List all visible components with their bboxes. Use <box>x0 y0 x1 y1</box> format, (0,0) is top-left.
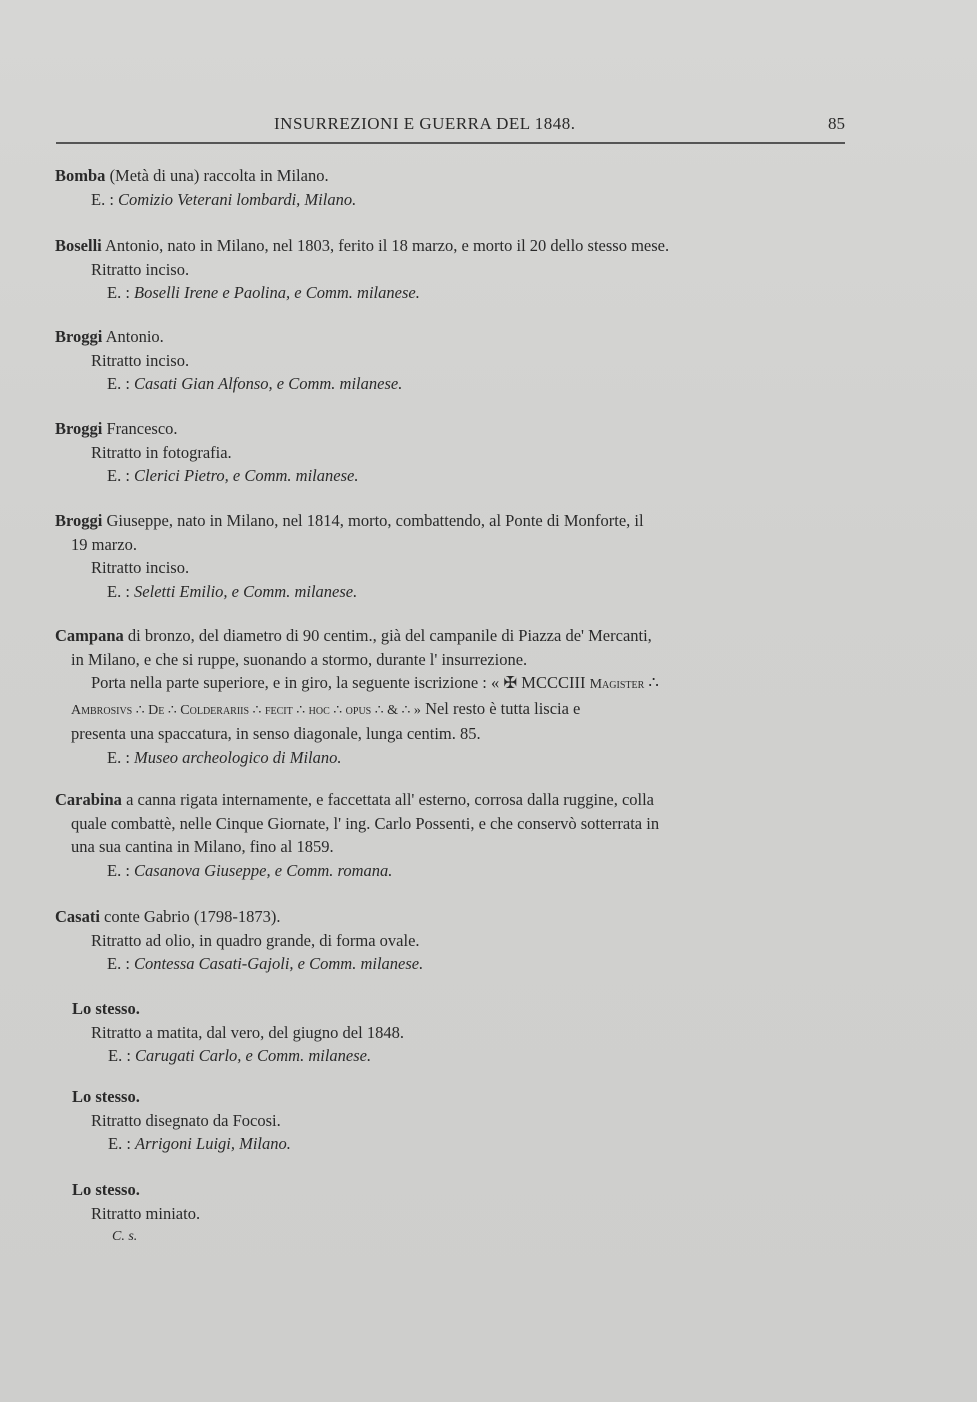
exhibitor-prefix: E. : <box>107 581 135 601</box>
entry-text-cont: in Milano, e che si ruppe, suonando a stormo, durante l' insurrezione. <box>71 649 528 669</box>
entry-bomba <box>55 164 843 211</box>
entry-head: Carabina <box>55 790 122 809</box>
entry-note: Ritratto in fotografia. <box>91 442 232 462</box>
page-header <box>56 112 845 144</box>
exhibitor-prefix: E. : <box>107 374 135 393</box>
entry-text-cont: quale combattè, nelle Cinque Giornate, l' ing. Carlo Possenti, e che conservò sotterrata in <box>71 813 660 833</box>
entry-boselli <box>55 234 845 305</box>
entry-broggi-francesco <box>55 417 843 488</box>
exhibitor: Clerici Pietro, e Comm. milanese. <box>134 466 359 485</box>
entry-text: di bronzo, del diametro di 90 centim., già del campanile di Piazza de' Mercanti, <box>123 626 652 645</box>
entry-text: Francesco. <box>102 419 178 438</box>
exhibitor-prefix: E. : <box>107 954 135 973</box>
entry-head: Bomba <box>55 166 106 185</box>
entry-head: Lo stesso. <box>72 1180 140 1199</box>
entry-head: Boselli <box>55 236 102 255</box>
entry-casati <box>55 905 843 976</box>
entry-note: Ritratto inciso. <box>91 558 190 577</box>
entry-head: Casati <box>55 907 100 926</box>
entry-broggi-giuseppe <box>55 509 843 603</box>
running-title: INSURREZIONI E GUERRA DEL 1848. <box>274 114 576 133</box>
entry-text: conte Gabrio (1798-1873). <box>99 907 281 926</box>
entry-text-cont: 19 marzo. <box>71 534 137 554</box>
entry-head: Broggi <box>55 327 103 346</box>
entry-text: a canna rigata internamente, e faccettata all' esterno, corrosa dalla ruggine, colla <box>121 790 655 809</box>
inscription-text: Ambrosivs ∴ De ∴ Colderariis ∴ fecit ∴ hoc ∴ opus ∴ & ∴ » <box>71 702 421 718</box>
entry-text: Giuseppe, nato in Milano, nel 1814, morto, combattendo, al Ponte di Monforte, il <box>102 511 644 530</box>
entry-text-cont: Nel resto è tutta liscia e <box>420 698 581 718</box>
page-number: 85 <box>828 114 845 133</box>
exhibitor: Casati Gian Alfonso, e Comm. milanese. <box>134 374 403 393</box>
entry-lo-stesso-1 <box>72 997 843 1068</box>
entry-lo-stesso-2 <box>72 1085 843 1156</box>
exhibitor: Contessa Casati-Gajoli, e Comm. milanese. <box>134 954 424 973</box>
exhibitor-prefix: E. : <box>91 189 119 209</box>
entry-campana: Campana di bronzo, del diametro di 90 centim., già del campanile di Piazza de' Mercanti, in Milano, e che si ruppe, suonando a stormo, durante l' insurrezione. Porta nella parte superiore, e in giro, la seguente iscrizione : « ✠ MCCCIII Magister ∴ Ambrosivs ∴ De ∴ Colderariis ∴ fecit ∴ hoc ∴ opus ∴ & ∴ » Nel resto è tutta liscia e presenta una spaccatura, in senso diagonale, lunga centim. 85. E. : Museo archeologico di Milano. <box>55 624 843 769</box>
exhibitor: Museo archeologico di Milano. <box>134 747 342 767</box>
exhibitor: Carugati Carlo, e Comm. milanese. <box>135 1046 372 1065</box>
entry-lo-stesso-3 <box>72 1178 843 1249</box>
entry-head: Broggi <box>55 511 103 530</box>
inscription-intro: Porta nella parte superiore, e in giro, la seguente iscrizione : « ✠ MCCCIII <box>91 673 586 692</box>
entry-head: Lo stesso. <box>72 1087 140 1106</box>
exhibitor: Comizio Veterani lombardi, Milano. <box>118 189 357 209</box>
exhibitor-prefix: E. : <box>107 283 135 302</box>
entry-carabina <box>55 788 843 882</box>
entry-note: Ritratto a matita, dal vero, del giugno del 1848. <box>91 1022 404 1042</box>
exhibitor-prefix: E. : <box>108 1134 136 1153</box>
entry-text: Antonio. <box>102 327 164 346</box>
entry-note: Ritratto inciso. <box>91 350 190 370</box>
entry-text-cont: presenta una spaccatura, in senso diagonale, lunga centim. 85. <box>71 724 481 743</box>
exhibitor-prefix: E. : <box>107 747 135 767</box>
exhibitor-prefix: E. : <box>107 860 135 880</box>
entry-note: Ritratto miniato. <box>91 1203 201 1223</box>
entry-head: Lo stesso. <box>72 999 140 1018</box>
entry-note: Ritratto inciso. <box>91 259 190 279</box>
entry-text-cont: una sua cantina in Milano, fino al 1859. <box>71 837 334 856</box>
entry-note: Ritratto disegnato da Focosi. <box>91 1110 281 1130</box>
entry-note: Ritratto ad olio, in quadro grande, di forma ovale. <box>91 930 420 950</box>
signature: C. s. <box>112 1229 138 1244</box>
exhibitor: Seletti Emilio, e Comm. milanese. <box>134 581 358 601</box>
entry-head: Campana <box>55 626 124 645</box>
exhibitor: Casanova Giuseppe, e Comm. romana. <box>134 860 393 880</box>
exhibitor-prefix: E. : <box>107 466 135 485</box>
exhibitor: Arrigoni Luigi, Milano. <box>135 1134 291 1153</box>
entry-text: (Metà di una) raccolta in Milano. <box>105 166 329 185</box>
exhibitor: Boselli Irene e Paolina, e Comm. milanese. <box>134 283 420 302</box>
inscription-smallcaps: Magister <box>589 677 645 692</box>
exhibitor-prefix: E. : <box>108 1046 136 1065</box>
entry-broggi-antonio <box>55 325 843 396</box>
entry-text: Antonio, nato in Milano, nel 1803, ferito il 18 marzo, e morto il 20 dello stesso mese. <box>101 236 670 255</box>
entry-head: Broggi <box>55 419 103 438</box>
